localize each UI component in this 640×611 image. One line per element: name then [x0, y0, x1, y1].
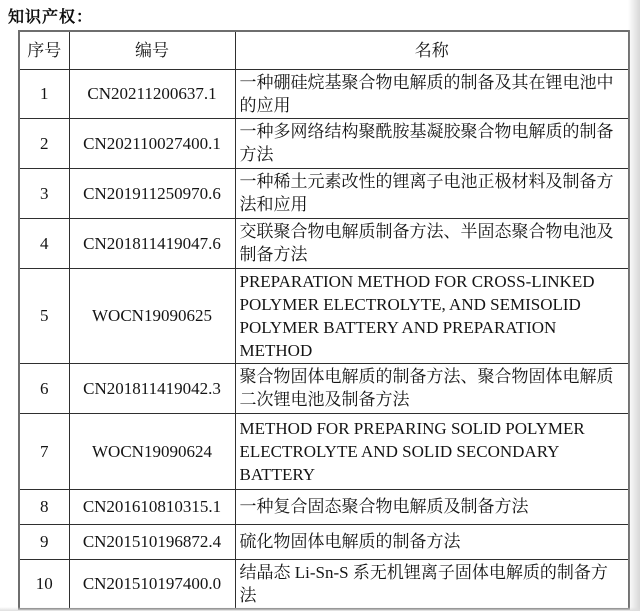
- cell-name: METHOD FOR PREPARING SOLID POLYMER ELECTROLYTE AND SOLID SECONDARY BATTERY: [235, 413, 629, 489]
- cell-code: CN201811419042.3: [69, 363, 235, 413]
- cell-no: 5: [19, 268, 69, 363]
- cell-code: CN20211200637.1: [69, 69, 235, 118]
- cell-name: 硫化物固体电解质的制备方法: [235, 524, 629, 559]
- cell-code: CN201610810315.1: [69, 489, 235, 524]
- ip-table: [18, 30, 630, 610]
- cell-code: CN202110027400.1: [69, 118, 235, 168]
- cell-code: CN201911250970.6: [69, 168, 235, 218]
- header-no: 序号: [19, 31, 69, 69]
- table-row: [19, 524, 629, 559]
- cell-code: WOCN19090625: [69, 268, 235, 363]
- header-code: 编号: [69, 31, 235, 69]
- cell-code: CN201510197400.0: [69, 559, 235, 609]
- cell-no: 1: [19, 69, 69, 118]
- cell-name: 一种复合固态聚合物电解质及制备方法: [235, 489, 629, 524]
- cell-no: 2: [19, 118, 69, 168]
- table-row: [19, 413, 629, 489]
- cell-name: 聚合物固体电解质的制备方法、聚合物固体电解质二次锂电池及制备方法: [235, 363, 629, 413]
- page-title: 知识产权：: [8, 7, 94, 26]
- cell-no: 9: [19, 524, 69, 559]
- cell-no: 8: [19, 489, 69, 524]
- cell-no: 7: [19, 413, 69, 489]
- table-row: [19, 218, 629, 268]
- table-row: [19, 69, 629, 118]
- cell-no: 6: [19, 363, 69, 413]
- cell-name: 一种多网络结构聚酰胺基凝胶聚合物电解质的制备方法: [235, 118, 629, 168]
- cell-name: PREPARATION METHOD FOR CROSS-LINKED POLYMER ELECTROLYTE, AND SEMISOLID POLYMER BATTERY AND PREPARATION METHOD: [235, 268, 629, 363]
- table-row: [19, 559, 629, 609]
- cell-code: CN201510196872.4: [69, 524, 235, 559]
- cell-name: 交联聚合物电解质制备方法、半固态聚合物电池及制备方法: [235, 218, 629, 268]
- table-body: [19, 69, 629, 609]
- header-name: 名称: [235, 31, 629, 69]
- table-header: [19, 31, 629, 69]
- cell-code: CN201811419047.6: [69, 218, 235, 268]
- cell-name: 结晶态 Li-Sn-S 系无机锂离子固体电解质的制备方法: [235, 559, 629, 609]
- table-row: [19, 363, 629, 413]
- table-row: [19, 118, 629, 168]
- cell-no: 10: [19, 559, 69, 609]
- cell-name: 一种硼硅烷基聚合物电解质的制备及其在锂电池中的应用: [235, 69, 629, 118]
- header-row: [19, 31, 629, 69]
- table-row: [19, 268, 629, 363]
- table-row: [19, 168, 629, 218]
- table-row: [19, 489, 629, 524]
- cell-code: WOCN19090624: [69, 413, 235, 489]
- cell-no: 4: [19, 218, 69, 268]
- cell-no: 3: [19, 168, 69, 218]
- cell-name: 一种稀土元素改性的锂离子电池正极材料及制备方法和应用: [235, 168, 629, 218]
